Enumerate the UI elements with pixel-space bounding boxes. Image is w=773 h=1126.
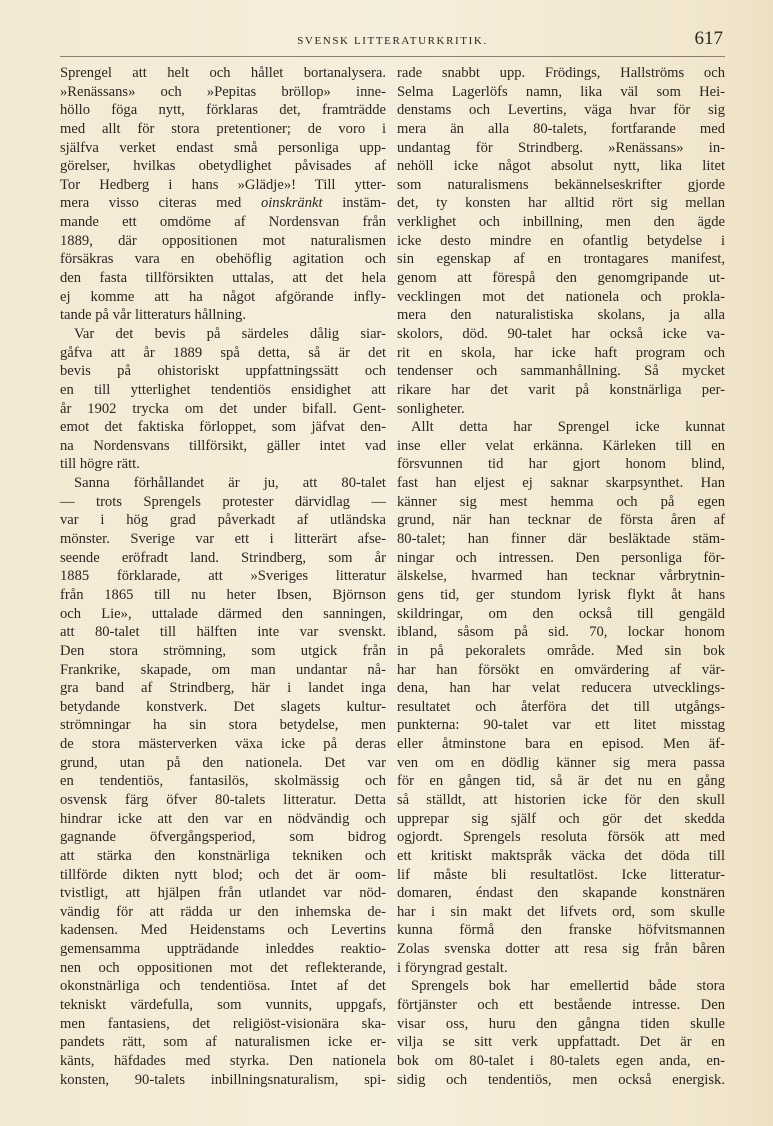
- text-line: görelser, hvilkas obetydlighet påvisades af: [60, 158, 386, 175]
- text-line: denstams och Levertins, väga hvar för sig: [397, 102, 725, 119]
- text-line: skolors, död. 90-talet har också icke va-: [397, 325, 725, 342]
- text-line: genom att förespå den genomgripande ut-: [397, 270, 725, 287]
- text-line: gra band af Strindberg, här i landet inga: [60, 680, 386, 697]
- text-line: gåfva att år 1889 spå detta, så är det: [60, 344, 386, 361]
- text-line: gens tid, ger stundom lyrisk flykt åt hans: [397, 586, 725, 603]
- text-line: okonstnärliga och tendentiösa. Intet af det: [60, 978, 386, 995]
- text-line: undantag för Strindberg. »Renässans» in-: [397, 139, 725, 156]
- right-text-column: [397, 64, 725, 1089]
- text-line: gemensamma uppträdande inleddes reaktio-: [60, 941, 386, 958]
- text-line: Tor Hedberg i hans »Glädje»! Till ytter-: [60, 176, 386, 193]
- text-line: bevis på ohistoriskt uppfattningssätt och: [60, 363, 386, 380]
- text-line: seende eröfradt land. Strindberg, som år: [60, 549, 386, 566]
- text-line: försvunnen tid har gjort honom blind,: [397, 456, 725, 473]
- text-line: höllo föga nytt, förklaras det, framträdde: [60, 102, 386, 119]
- text-line: mera den naturalistiska skolans, ja alla: [397, 307, 725, 324]
- text-line: pandets rätt, som af naturalismen icke er-: [60, 1034, 386, 1051]
- text-line: mönster. Sverige var ett i litterärt afse-: [60, 531, 386, 548]
- text-line: 1885 förklarade, att »Sveriges litteratur: [60, 568, 386, 585]
- text-line: vändig för att rädda ur den inhemska de-: [60, 903, 386, 920]
- text-line: sonligheter.: [397, 400, 465, 417]
- text-line: upprepar sig själf och gör det skedda: [397, 810, 725, 827]
- text-line: Sanna förhållandet är ju, att 80-talet: [74, 475, 386, 492]
- text-line: sidig och tendentiös, men också energisk.: [397, 1071, 725, 1088]
- text-line: en tendentiös, fantasilös, skolmässig och: [60, 773, 386, 790]
- page-number: 617: [694, 28, 723, 49]
- text-line: känts, häfdades med styrka. Den nationela: [60, 1052, 386, 1069]
- text-line: att 80-talet till hälften inte var svenskt.: [60, 624, 386, 641]
- text-line: för en gången tid, så är det nu en gång: [397, 773, 725, 790]
- text-line: strömningar ha sin stora betydelse, men: [60, 717, 386, 734]
- text-line: känner sig mest hemma och på egen: [397, 493, 725, 510]
- text-line: ibland, såsom på sid. 70, lockar honom: [397, 624, 725, 641]
- text-line: med allt för stora pretentioner; de voro i: [60, 120, 386, 137]
- text-line: i föryngrad gestalt.: [397, 959, 508, 976]
- text-line: Sprengels bok har emellertid både stora: [411, 978, 725, 995]
- text-line: så ställdt, att historien icke för den skull: [397, 791, 725, 808]
- text-line: Den stora strömning, som utgick från: [60, 642, 386, 659]
- text-line: 1889, där oppositionen mot naturalismen: [60, 232, 386, 249]
- text-line: grund, utan på den nationela. Det var: [60, 754, 386, 771]
- text-line: älskelse, hvarmed han tecknar vårbrytnin-: [397, 568, 725, 585]
- text-line: grund, när han tecknar de första åren af: [397, 512, 725, 529]
- text-line: Zolas svenska dotter att resa sig från båren: [397, 941, 725, 958]
- text-line: försäkras vara en obehöflig agitation och: [60, 251, 386, 268]
- text-fragment: instäm-: [322, 195, 386, 212]
- text-line: Var det bevis på särdeles dålig siar-: [74, 325, 386, 342]
- text-line: tendenser och sammanhållning. Så mycket: [397, 363, 725, 380]
- text-line: det, ty konsten har alltid rört sig mellan: [397, 195, 725, 212]
- text-line: Selma Lagerlöfs namn, lika väl som Hei-: [397, 83, 725, 100]
- text-line: men fantasiens, det religiöst-visionära ska-: [60, 1015, 386, 1032]
- text-line: fast han eljest ej saknar skarpsynthet. Han: [397, 475, 725, 492]
- text-line: rade snabbt upp. Frödings, Hallströms och: [397, 65, 725, 81]
- text-line: nen och oppositionen mot det reflekterande,: [60, 959, 386, 976]
- text-line: dena, han har velat reducera utvecklings-: [397, 680, 725, 697]
- text-line: hindrar icke att den var en nödvändig och: [60, 810, 386, 827]
- text-line: ej komme att ha något afgörande infly-: [60, 288, 386, 305]
- text-line: in på pekoralets område. Med sin bok: [397, 642, 725, 659]
- text-line: visar oss, huru den gångna tiden skulle: [397, 1015, 725, 1032]
- text-line: rit en skola, har icke haft program och: [397, 344, 725, 361]
- text-line: vilja se sitt verk uppfattadt. Det är en: [397, 1034, 725, 1051]
- text-line: ogjordt. Sprengels resoluta försök att med: [397, 829, 725, 846]
- text-line: förtjänster och ett bestående intresse. Den: [397, 997, 725, 1014]
- text-line: kunna förmå den franske höfvitsmannen: [397, 922, 725, 939]
- text-line: 80-talet; han finner där besläktade stäm-: [397, 531, 725, 548]
- page-header: [60, 30, 725, 57]
- text-line: som naturalismens bekännelseskrifter gjorde: [397, 176, 725, 193]
- text-line: från 1865 till nu heter Ibsen, Björnson: [60, 586, 386, 603]
- text-line: en till ytterlighet tendentiös ensidighet att: [60, 381, 386, 398]
- left-text-column: [60, 64, 386, 1089]
- text-line: bok om 80-talet i 80-talets egen anda, en-: [397, 1052, 725, 1069]
- text-line: de stora mästerverken växa icke på deras: [60, 736, 386, 753]
- text-line: tillförde dikten nytt blod; och det är oom-: [60, 866, 386, 883]
- text-line: lif måste bli resultatlöst. Icke litteratur-: [397, 866, 725, 883]
- text-line: domaren, éndast den skapande konstnären: [397, 885, 725, 902]
- text-fragment: mera visso citeras med: [60, 195, 261, 212]
- italic-word: oinskränkt: [260, 195, 323, 212]
- text-line: verklighet och inbillning, men den ägde: [397, 214, 725, 231]
- text-line: ett kritiskt maktspråk väcka det döda till: [397, 847, 725, 864]
- text-line: Sprengel att helt och hållet bortanalysera.: [60, 65, 386, 81]
- text-line: kadensen. Med Heidenstams och Levertins: [60, 922, 386, 939]
- text-line: osvensk färg öfver 80-talets litteratur. Detta: [60, 791, 386, 808]
- text-line: Allt detta har Sprengel icke kunnat: [411, 419, 725, 436]
- text-line: tekniskt värdefulla, som vunnits, uppgafs,: [60, 997, 386, 1014]
- text-line: och Lie», uttalade därmed den sanningen,: [60, 605, 386, 622]
- text-line: Frankrike, skapade, om man undantar nå-: [60, 661, 386, 678]
- text-line: inse eller velat erkänna. Kärleken till en: [397, 437, 725, 454]
- text-line: själfva verket endast små personliga upp-: [60, 139, 386, 156]
- text-line: konsten, 90-talets inbillningsnaturalism, spi-: [60, 1071, 386, 1088]
- text-line: ven om en dödlig känner sig mera passa: [397, 754, 725, 771]
- text-line: emot det faktiska förloppet, som jäfvat den-: [60, 419, 386, 436]
- text-line: den fasta tillförsikten uttalas, att det hela: [60, 270, 386, 287]
- text-line: tvistligt, att hjälpen från utlandet var nöd-: [60, 885, 386, 902]
- text-line: mande ett omdöme af Nordensvan från: [60, 214, 386, 231]
- text-line: har i sin makt det lifvets ord, som skulle: [397, 903, 725, 920]
- text-line: eller åtminstone bara en episod. Men äf-: [397, 736, 725, 753]
- text-line: resultatet och återföra det till utgångs-: [397, 698, 725, 715]
- text-line: na Nordensvans tillförsikt, gäller intet vad: [60, 437, 386, 454]
- text-line: till högre rätt.: [60, 456, 140, 473]
- text-line: nehöll icke något absolut nytt, lika litet: [397, 158, 725, 175]
- text-line: tande på vår litteraturs hållning.: [60, 307, 247, 324]
- text-line: icke desto mindre en ofantlig betydelse i: [397, 232, 725, 249]
- text-line: sin egenskap af en trontagares manifest,: [397, 251, 725, 268]
- text-line: betydande konstverk. Det slagets kultur-: [60, 698, 386, 715]
- text-line: år 1902 trycka om det under bifall. Gent-: [60, 400, 386, 417]
- text-line: — trots Sprengels protester därvidlag —: [60, 493, 386, 510]
- text-line: punkterna: 90-talet var ett litet misstag: [397, 717, 725, 734]
- text-line: att stärka den konstnärliga tekniken och: [60, 847, 386, 864]
- text-line: har han försökt en omvärdering af vär-: [397, 661, 725, 678]
- text-line: ningar och intressen. Den personliga för-: [397, 549, 725, 566]
- text-line: mera än alla 80-talets, fortfarande med: [397, 120, 725, 137]
- text-line: »Renässans» och »Pepitas bröllop» inne-: [60, 83, 386, 100]
- text-line: vecklingen mot det nationela och prokla-: [397, 288, 725, 305]
- text-line: [60, 194, 386, 213]
- text-line: skildringar, om den också till gengäld: [397, 605, 725, 622]
- text-line: rikare har det varit på konstnärliga per-: [397, 381, 725, 398]
- text-line: gagnande öfvergångsperiod, som bidrog: [60, 829, 386, 846]
- running-title: SVENSK LITTERATURKRITIK.: [297, 35, 488, 47]
- text-line: var i hög grad påverkadt af utländska: [60, 512, 386, 529]
